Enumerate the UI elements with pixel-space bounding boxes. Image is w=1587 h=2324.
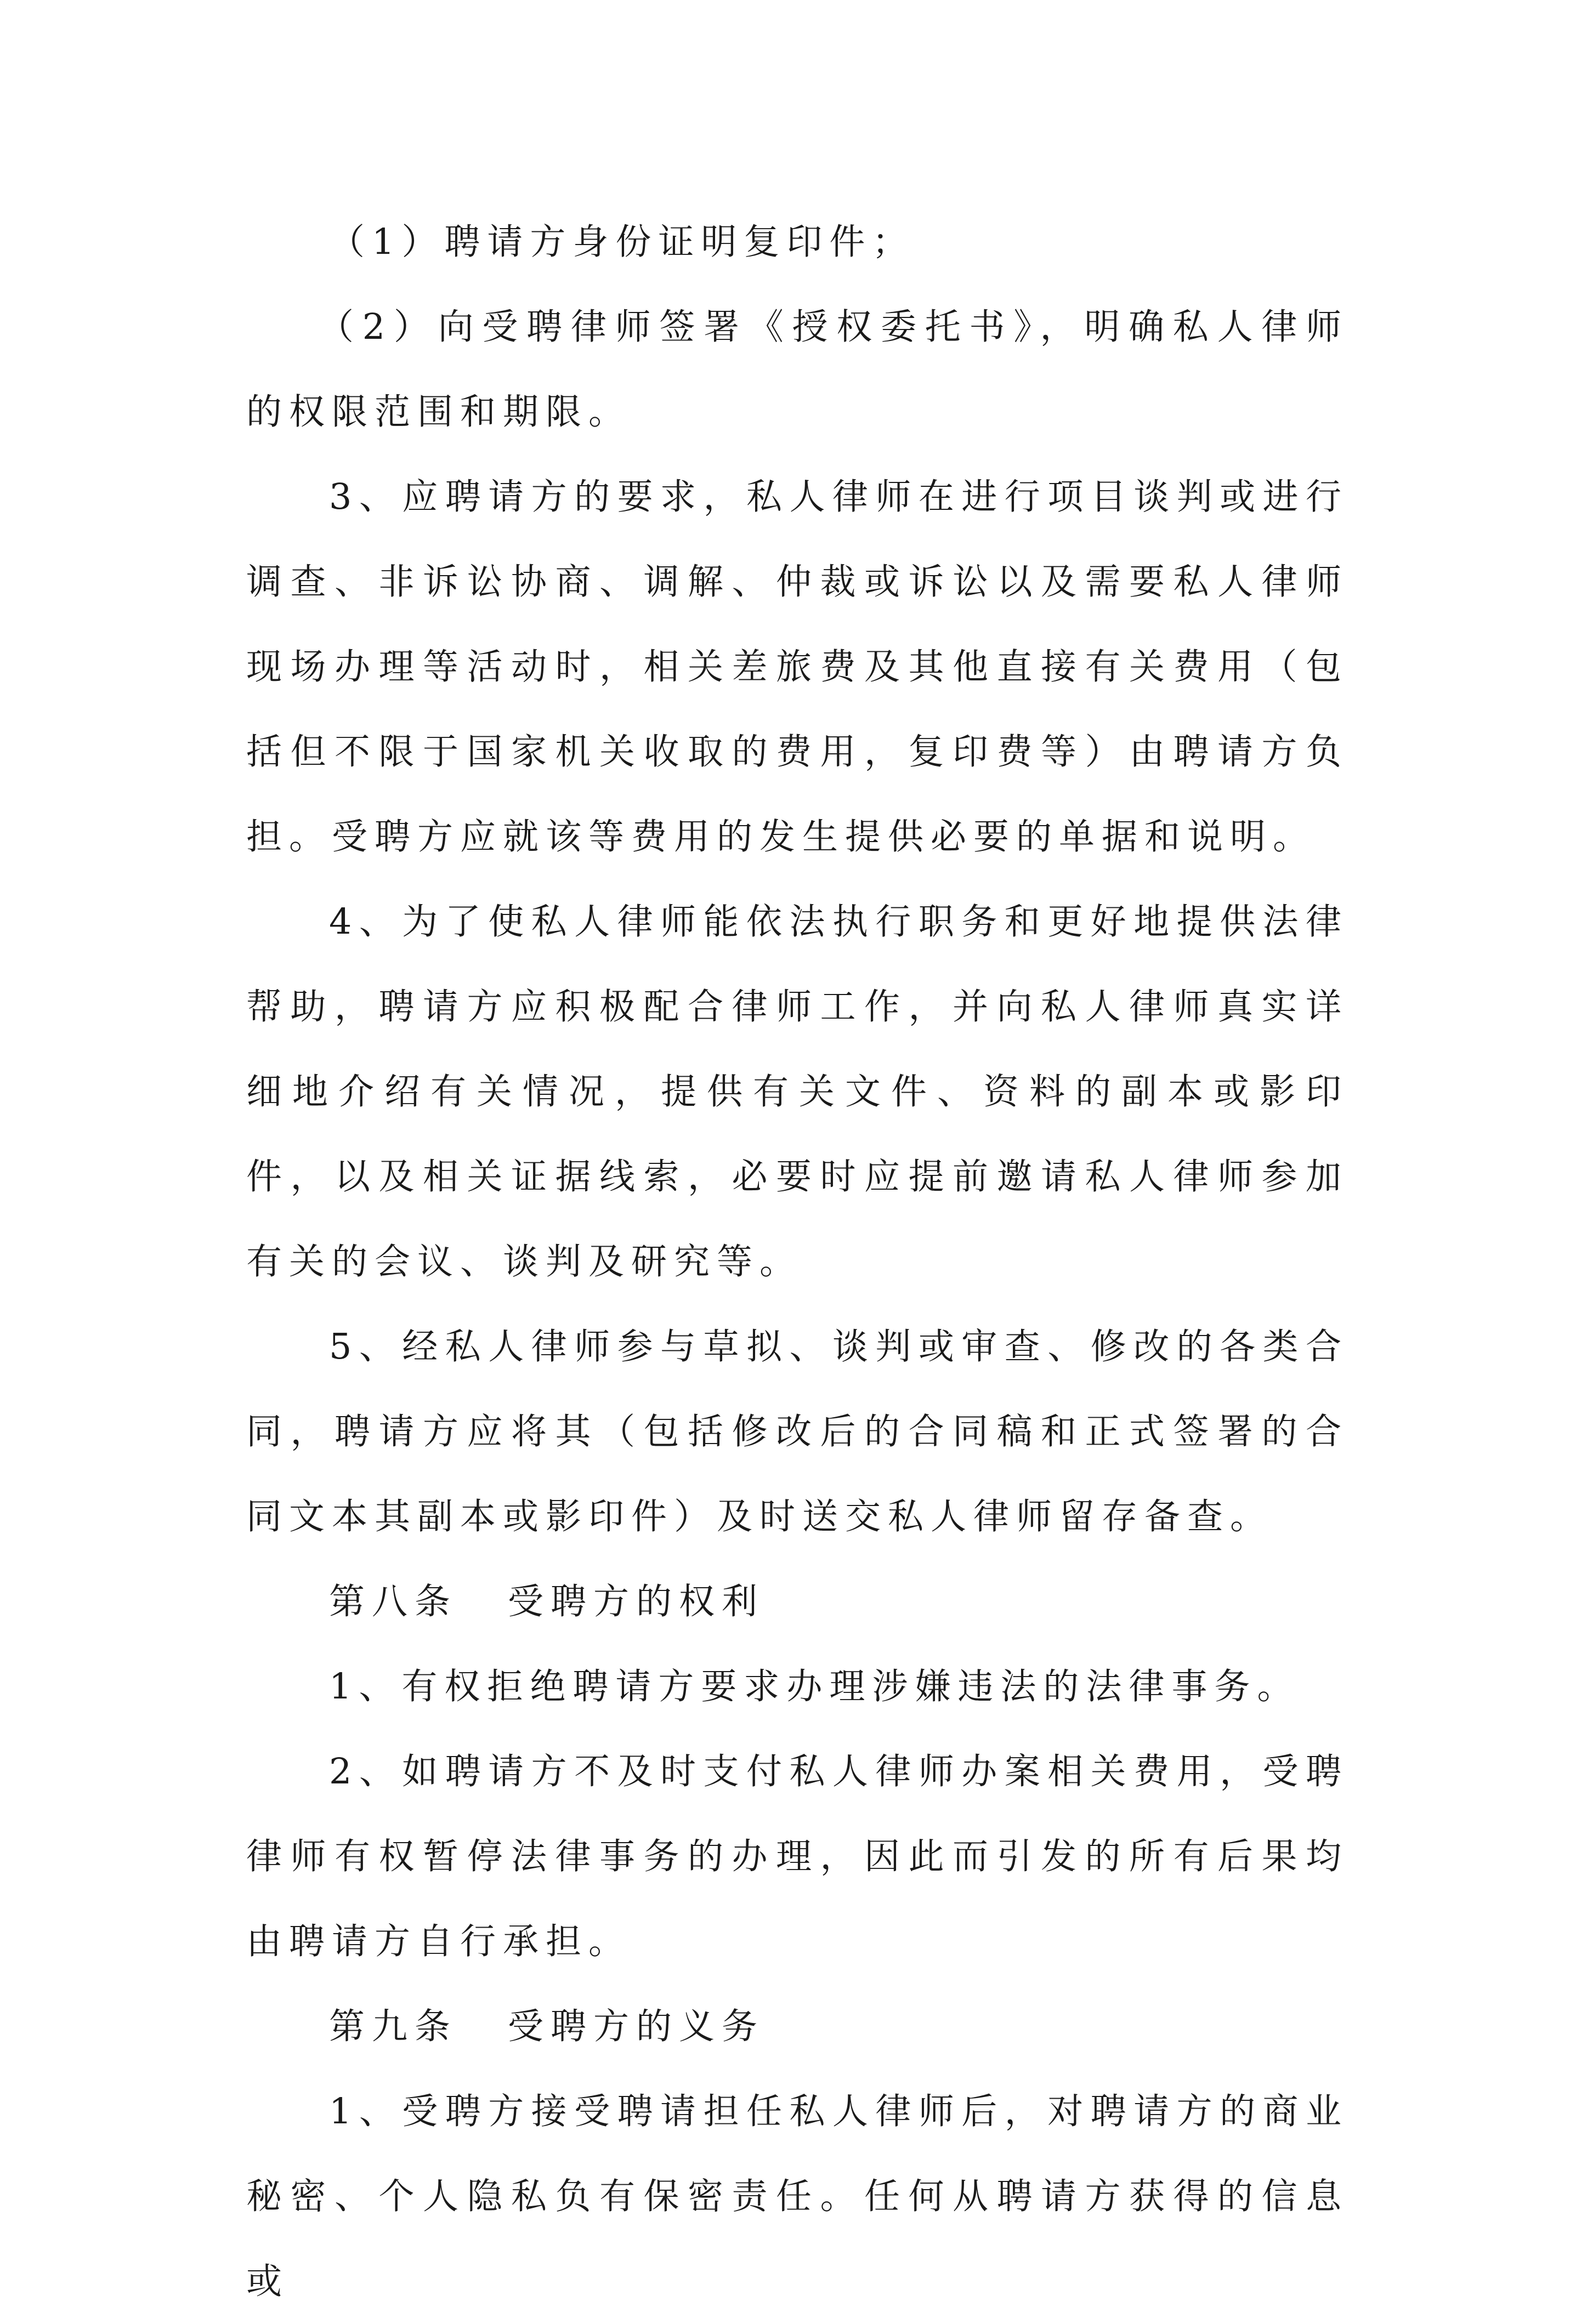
- article-8-heading: [246, 1559, 1348, 1644]
- paragraph-identity-copy: （1）聘请方身份证明复印件；: [329, 221, 915, 263]
- paragraph-contract-copies: 5、经私人律师参与草拟、谈判或审查、修改的各类合同，聘请方应将其（包括修改后的合同稿和正式签署的合同文本其副本或影印件）及时送交私人律师留存备查。: [246, 1326, 1348, 1537]
- article-8-title: 受聘方的权利: [508, 1581, 765, 1622]
- article-9-heading: [246, 1984, 1348, 2069]
- paragraph-authorization: （2）向受聘律师签署《授权委托书》，明确私人律师的权限范围和期限。: [246, 306, 1348, 433]
- article-9-title: 受聘方的义务: [508, 2006, 765, 2047]
- article-9-number: 第九条: [329, 2006, 458, 2047]
- article-8-number: 第八条: [329, 1581, 458, 1622]
- paragraph-cooperation: 4、为了使私人律师能依法执行职务和更好地提供法律帮助，聘请方应积极配合律师工作，并向私人律师真实详细地介绍有关情况，提供有关文件、资料的副本或影印件，以及相关证据线索，必要时应提前邀请私人律师参加有关的会议、谈判及研究等。: [246, 901, 1348, 1282]
- document-body: [246, 200, 1348, 2324]
- article-8-item-2: 2、如聘请方不及时支付私人律师办案相关费用，受聘律师有权暂停法律事务的办理，因此而引发的所有后果均由聘请方自行承担。: [246, 1751, 1348, 1962]
- article-8-item-1: 1、有权拒绝聘请方要求办理涉嫌违法的法律事务。: [329, 1666, 1300, 1707]
- article-9-item-1: 1、受聘方接受聘请担任私人律师后，对聘请方的商业秘密、个人隐私负有保密责任。任何从聘请方获得的信息或: [246, 2091, 1348, 2302]
- paragraph-expenses: 3、应聘请方的要求，私人律师在进行项目谈判或进行调查、非诉讼协商、调解、仲裁或诉讼以及需要私人律师现场办理等活动时，相关差旅费及其他直接有关费用（包括但不限于国家机关收取的费用，复印费等）由聘请方负担。受聘方应就该等费用的发生提供必要的单据和说明。: [246, 476, 1348, 857]
